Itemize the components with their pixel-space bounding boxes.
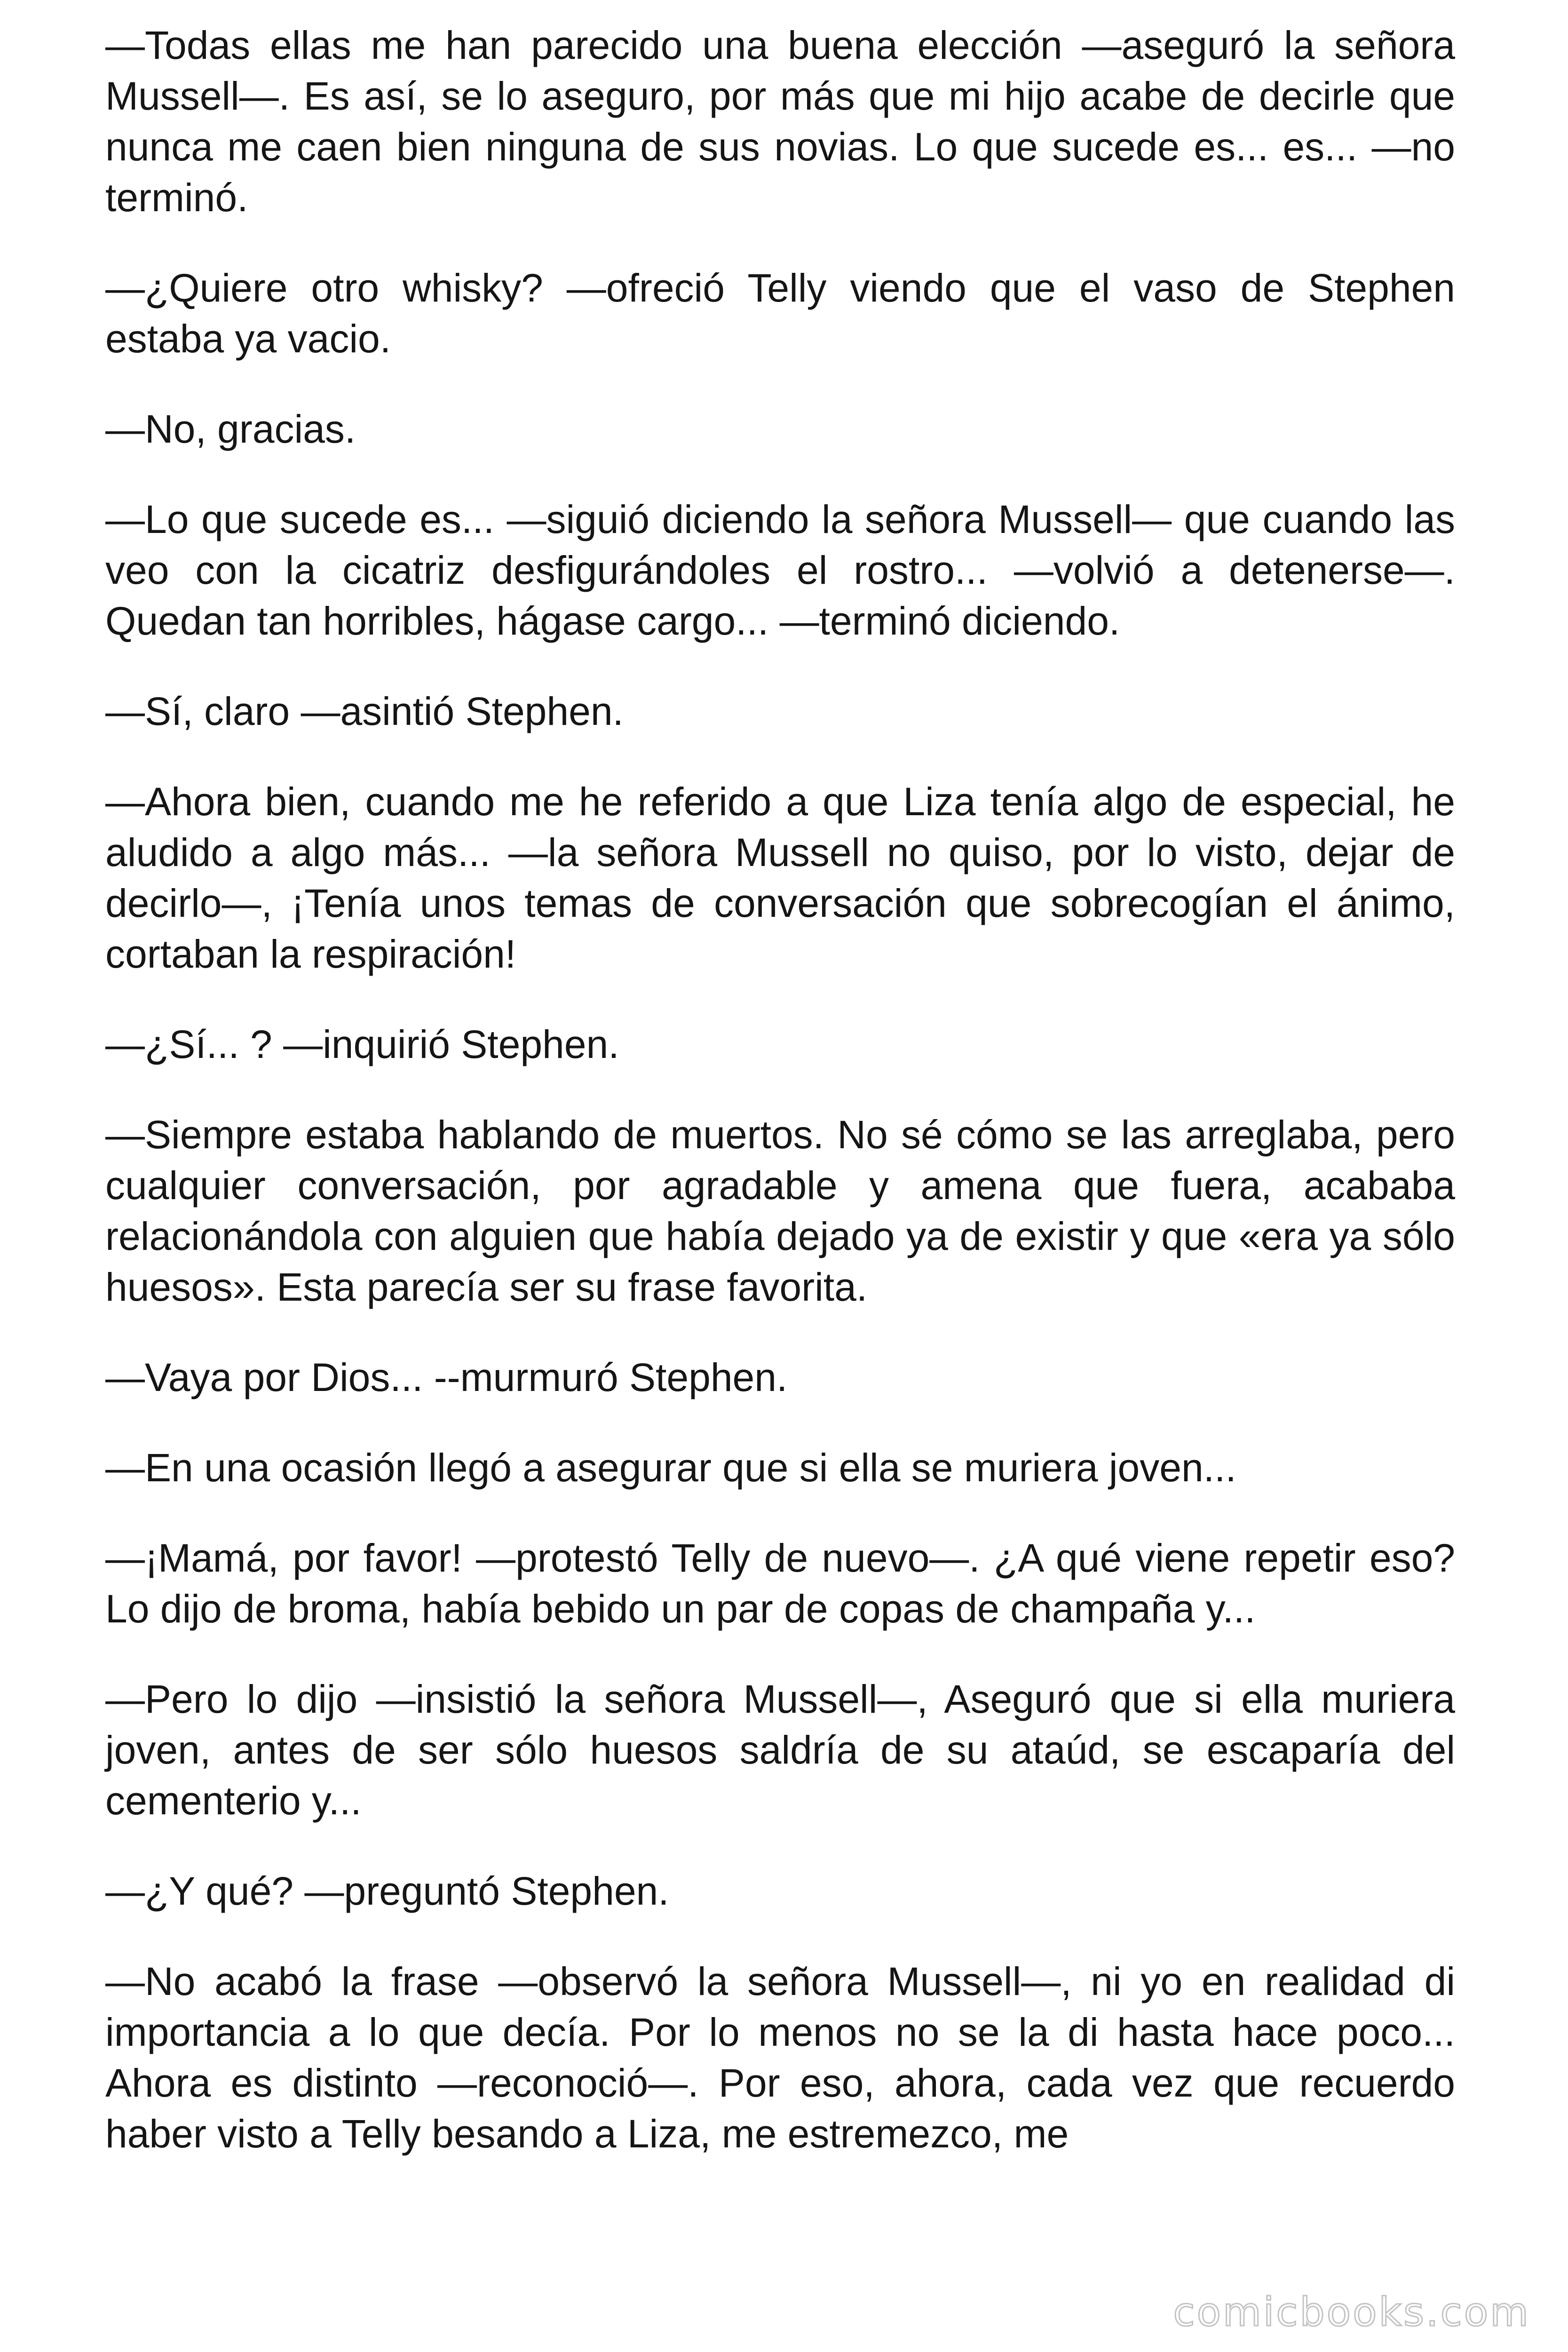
paragraph-13: —¿Y qué? —preguntó Stephen. (105, 1869, 669, 1913)
paragraph-4: —Lo que sucede es... —siguió diciendo la señora Mussell— que cuando las veo con la cicatriz desfigurándoles el rostro... —volvió a detenerse—. Quedan tan horribles, hágase cargo... —terminó diciendo. (105, 497, 1455, 643)
paragraph-12: —Pero lo dijo —insistió la señora Mussell—, Aseguró que si ella muriera joven, antes de ser sólo huesos saldría de su ataúd, se escaparía del cementerio y... (105, 1677, 1455, 1823)
paragraph-9: —Vaya por Dios... --murmuró Stephen. (105, 1355, 788, 1399)
paragraph-5: —Sí, claro —asintió Stephen. (105, 689, 624, 733)
paragraph-8: —Siempre estaba hablando de muertos. No sé cómo se las arreglaba, pero cualquier conversación, por agradable y amena que fuera, acababa relacionándola con alguien que había dejado ya de existir y que «era ya sólo huesos». Esta parecía ser su frase favorita. (105, 1112, 1455, 1309)
paragraph-2: —¿Quiere otro whisky? —ofreció Telly viendo que el vaso de Stephen estaba ya vacio. (105, 266, 1455, 361)
paragraph-11: —¡Mamá, por favor! —protestó Telly de nuevo—. ¿A qué viene repetir eso? Lo dijo de broma, había bebido un par de copas de champaña y... (105, 1536, 1455, 1631)
watermark: comicbooks.com (1173, 2289, 1530, 2335)
paragraph-1: —Todas ellas me han parecido una buena elección —aseguró la señora Mussell—. Es así, se lo aseguro, por más que mi hijo acabe de decirle que nunca me caen bien ninguna de sus novias. Lo que sucede es... es... —no terminó. (105, 23, 1455, 220)
paragraph-7: —¿Sí... ? —inquirió Stephen. (105, 1022, 619, 1066)
paragraph-10: —En una ocasión llegó a asegurar que si ella se muriera joven... (105, 1446, 1236, 1490)
paragraph-6: —Ahora bien, cuando me he referido a que Liza tenía algo de especial, he aludido a algo más... —la señora Mussell no quiso, por lo visto, dejar de decirlo—, ¡Tenía unos temas de conversación que sobrecogían el ánimo, cortaban la respiración! (105, 779, 1455, 976)
paragraph-3: —No, gracias. (105, 407, 356, 451)
paragraph-14: —No acabó la frase —observó la señora Mussell—, ni yo en realidad di importancia a lo que decía. Por lo menos no se la di hasta hace poco... Ahora es distinto —reconoció—. Por eso, ahora, cada vez que recuerdo haber visto a Telly besando a Liza, me estremezco, me (105, 1959, 1455, 2156)
text-column (105, 20, 1455, 2199)
